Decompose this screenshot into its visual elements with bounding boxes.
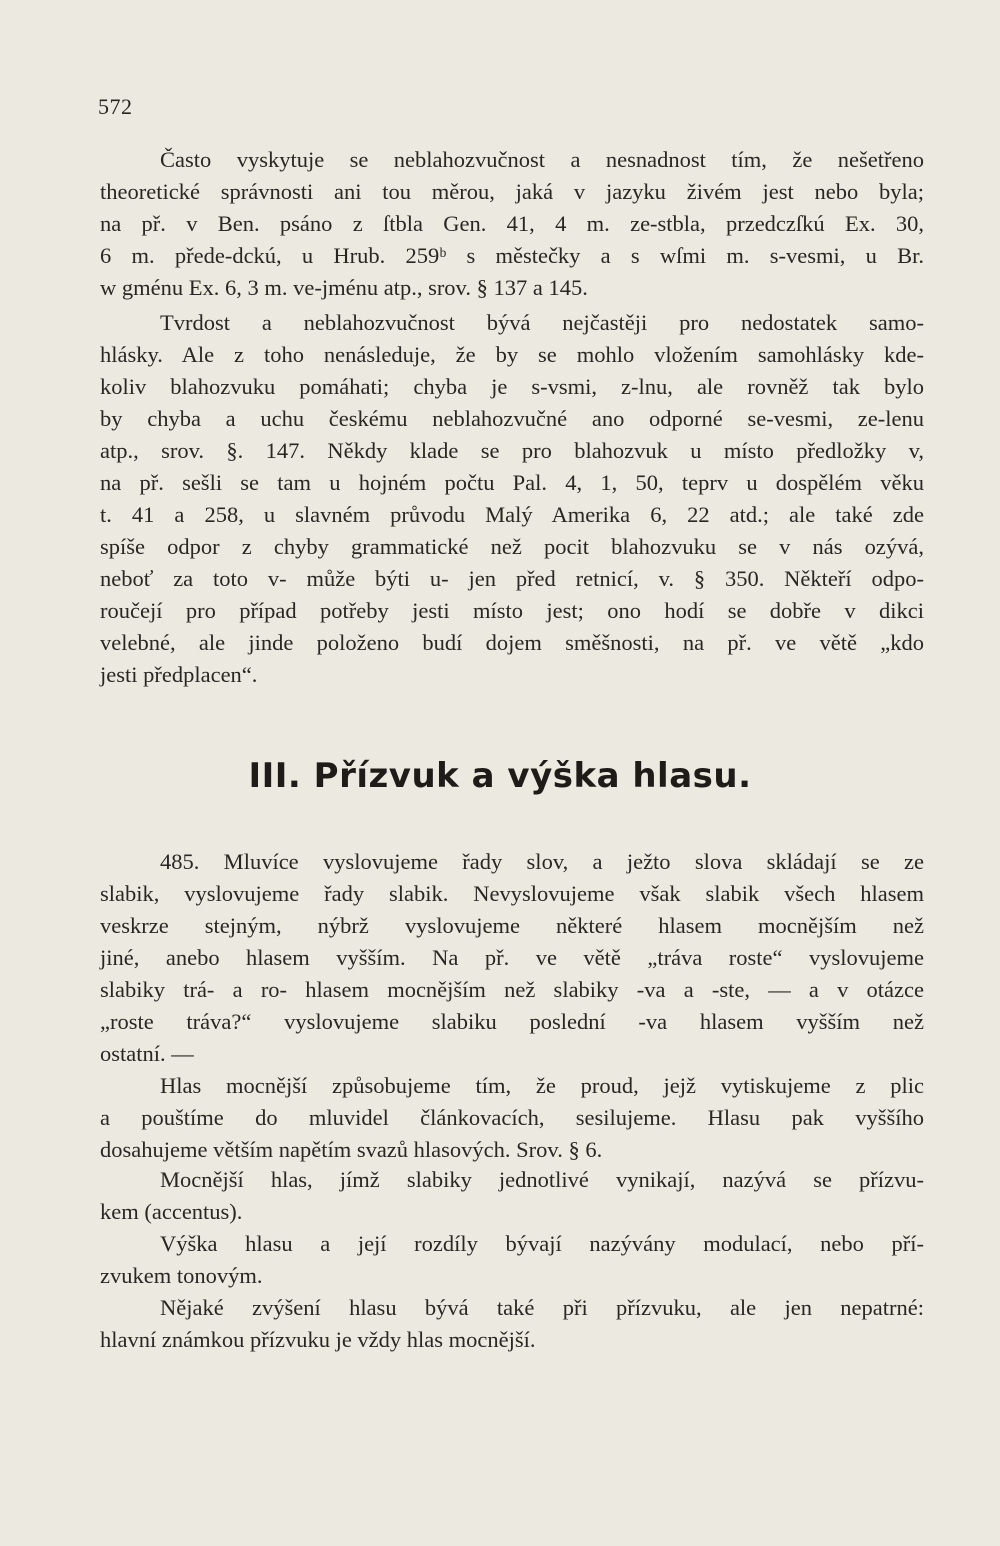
- text-line: Mocnější hlas, jímž slabiky jednotlivé vynikají, nazývá se přízvu-: [160, 1167, 924, 1192]
- text-line: na př. sešli se tam u hojném počtu Pal. 4, 1, 50, teprv u dospělém věku: [100, 470, 924, 495]
- paragraph-5: [100, 1164, 924, 1228]
- paragraph-7: [100, 1292, 924, 1356]
- text-line: 6 m. přede-dckú, u Hrub. 259ᵇ s městečky a s wſmi m. s-vesmi, u Br.: [100, 243, 924, 268]
- text-line: hlásky. Ale z toho nenásleduje, že by se mohlo vložením samohlásky kde-: [100, 342, 924, 367]
- paragraph-1: [100, 144, 924, 304]
- text-line: ostatní. —: [100, 1041, 194, 1066]
- text-line: kem (accentus).: [100, 1199, 243, 1224]
- text-line: koliv blahozvuku pomáhati; chyba je s-vsmi, z-lnu, ale rovněž tak bylo: [100, 374, 924, 399]
- text-line: „roste tráva?“ vyslovujeme slabiku poslední -va hlasem vyšším než: [100, 1009, 924, 1034]
- text-line: theoretické správnosti ani tou měrou, jaká v jazyku živém jest nebo byla;: [100, 179, 924, 204]
- paragraph-2: [100, 307, 924, 691]
- page-number: 572: [98, 94, 133, 119]
- text-line: by chyba a uchu českému neblahozvučné ano odporné se-vesmi, ze-lenu: [100, 406, 924, 431]
- text-line: 485. Mluvíce vyslovujeme řady slov, a ježto slova skládají se ze: [160, 849, 924, 874]
- text-line: neboť za toto v- může býti u- jen před retnicí, v. § 350. Někteří odpo-: [100, 566, 924, 591]
- text-line: atp., srov. §. 147. Někdy klade se pro blahozvuk u místo předložky v,: [100, 438, 924, 463]
- paragraph-6: [100, 1228, 924, 1292]
- text-line: a pouštíme do mluvidel článkovacích, sesilujeme. Hlasu pak vyššího: [100, 1105, 924, 1130]
- text-line: veskrze stejným, nýbrž vyslovujeme některé hlasem mocnějším než: [100, 913, 924, 938]
- paragraph-4: [100, 1070, 924, 1166]
- text-line: dosahujeme větším napětím svazů hlasových. Srov. § 6.: [100, 1137, 603, 1162]
- text-line: zvukem tonovým.: [100, 1263, 263, 1288]
- text-line: slabiky trá- a ro- hlasem mocnějším než slabiky -va a -ste, — a v otázce: [100, 977, 924, 1002]
- text-line: slabik, vyslovujeme řady slabik. Nevyslovujeme však slabik všech hlasem: [100, 881, 924, 906]
- text-line: t. 41 a 258, u slavném průvodu Malý Amerika 6, 22 atd.; ale také zde: [100, 502, 924, 527]
- text-line: jesti předplacen“.: [100, 662, 258, 687]
- text-line: spíše odpor z chyby grammatické než pocit blahozvuku se v nás ozývá,: [100, 534, 924, 559]
- text-line: Často vyskytuje se neblahozvučnost a nesnadnost tím, že nešetřeno: [160, 147, 924, 172]
- section-heading: III. Přízvuk a výška hlasu.: [248, 756, 752, 796]
- text-line: jiné, anebo hlasem vyšším. Na př. ve větě „tráva roste“ vyslovujeme: [100, 945, 924, 970]
- text-line: Tvrdost a neblahozvučnost bývá nejčastěji pro nedostatek samo-: [160, 310, 924, 335]
- text-line: Nějaké zvýšení hlasu bývá také při přízvuku, ale jen nepatrné:: [160, 1295, 924, 1320]
- text-line: roučejí pro případ potřeby jesti místo jest; ono hodí se dobře v dikci: [100, 598, 924, 623]
- text-line: Výška hlasu a její rozdíly bývají nazývány modulací, nebo pří-: [160, 1231, 924, 1256]
- text-line: hlavní známkou přízvuku je vždy hlas mocnější.: [100, 1327, 536, 1352]
- text-line: w gménu Ex. 6, 3 m. ve-jménu atp., srov. § 137 a 145.: [100, 275, 588, 300]
- text-line: velebné, ale jinde položeno budí dojem směšnosti, na př. ve větě „kdo: [100, 630, 924, 655]
- text-line: na př. v Ben. psáno z ſtbla Gen. 41, 4 m. ze-stbla, przedczſkú Ex. 30,: [100, 211, 924, 236]
- text-line: Hlas mocnější způsobujeme tím, že proud, jejž vytiskujeme z plic: [160, 1073, 924, 1098]
- paragraph-3: [100, 846, 924, 1070]
